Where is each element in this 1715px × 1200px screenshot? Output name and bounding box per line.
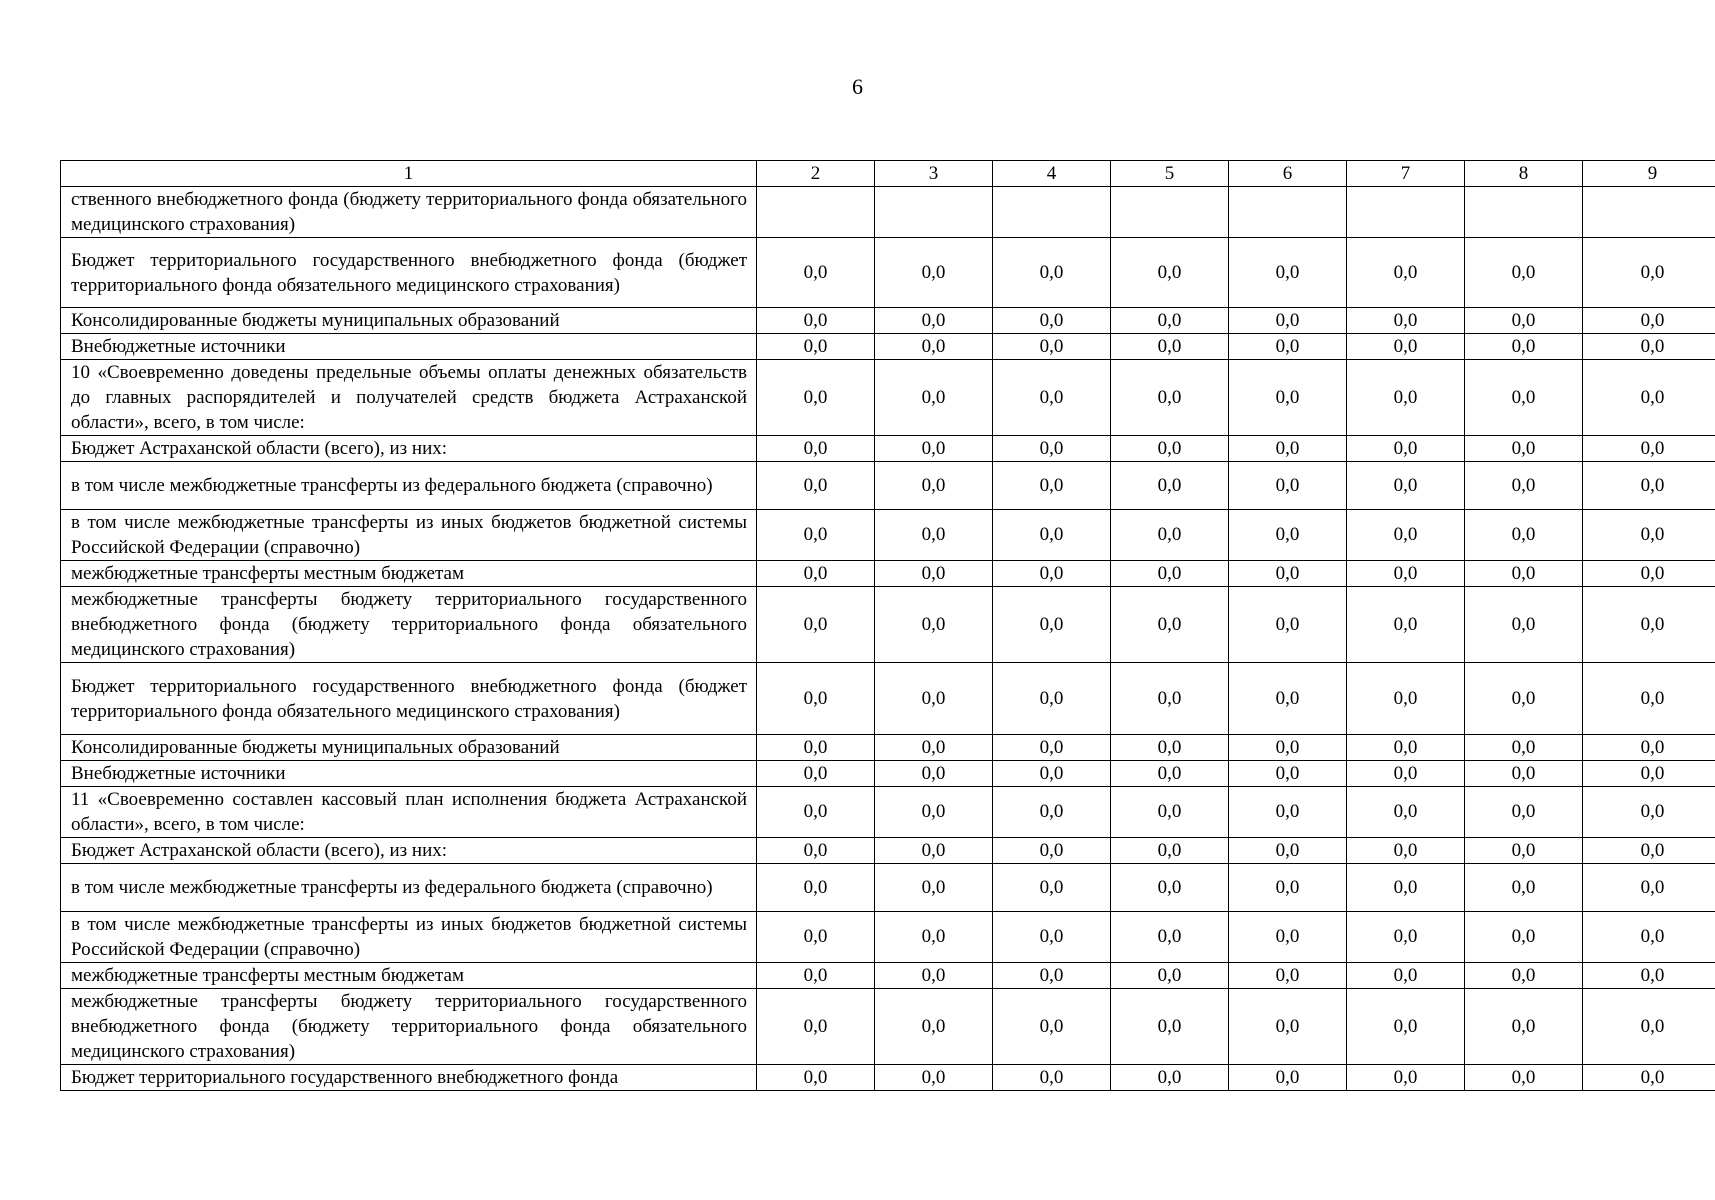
value-cell: 0,0 bbox=[1111, 989, 1229, 1065]
value-cell: 0,0 bbox=[1347, 912, 1465, 963]
value-cell: 0,0 bbox=[993, 761, 1111, 787]
value-cell: 0,0 bbox=[875, 787, 993, 838]
value-cell: 0,0 bbox=[1229, 864, 1347, 912]
table-row bbox=[61, 334, 1715, 360]
value-cell bbox=[993, 187, 1111, 238]
value-cell bbox=[1465, 187, 1583, 238]
value-cell: 0,0 bbox=[993, 735, 1111, 761]
value-cell: 0,0 bbox=[993, 963, 1111, 989]
value-cell: 0,0 bbox=[757, 735, 875, 761]
value-cell: 0,0 bbox=[1111, 587, 1229, 663]
value-cell: 0,0 bbox=[993, 864, 1111, 912]
column-header: 9 bbox=[1583, 161, 1715, 187]
value-cell: 0,0 bbox=[1111, 787, 1229, 838]
value-cell: 0,0 bbox=[757, 561, 875, 587]
value-cell: 0,0 bbox=[1111, 912, 1229, 963]
value-cell: 0,0 bbox=[993, 663, 1111, 735]
table-header-row bbox=[61, 161, 1715, 187]
value-cell: 0,0 bbox=[875, 912, 993, 963]
table-row bbox=[61, 360, 1715, 436]
table-row bbox=[61, 761, 1715, 787]
value-cell: 0,0 bbox=[1583, 462, 1715, 510]
value-cell: 0,0 bbox=[757, 761, 875, 787]
value-cell: 0,0 bbox=[1583, 787, 1715, 838]
value-cell: 0,0 bbox=[1583, 587, 1715, 663]
value-cell: 0,0 bbox=[993, 838, 1111, 864]
table-row bbox=[61, 238, 1715, 308]
value-cell: 0,0 bbox=[1111, 864, 1229, 912]
value-cell bbox=[757, 187, 875, 238]
value-cell: 0,0 bbox=[1465, 238, 1583, 308]
value-cell: 0,0 bbox=[1583, 912, 1715, 963]
value-cell: 0,0 bbox=[1583, 436, 1715, 462]
value-cell: 0,0 bbox=[1465, 963, 1583, 989]
value-cell: 0,0 bbox=[1347, 436, 1465, 462]
value-cell: 0,0 bbox=[1583, 238, 1715, 308]
value-cell: 0,0 bbox=[1583, 1065, 1715, 1091]
row-label: Бюджет Астраханской области (всего), из них: bbox=[61, 436, 757, 462]
row-label: в том числе межбюджетные трансферты из иных бюджетов бюджетной системы Российской Федерации (справочно) bbox=[61, 510, 757, 561]
row-label: межбюджетные трансферты бюджету территориального государственного внебюджетного фонда (бюджету территориального фонда обязательного медицинского страхования) bbox=[61, 989, 757, 1065]
table-row bbox=[61, 187, 1715, 238]
value-cell: 0,0 bbox=[1465, 864, 1583, 912]
value-cell: 0,0 bbox=[875, 561, 993, 587]
row-label: 11 «Своевременно составлен кассовый план исполнения бюджета Астраханской области», всего, в том числе: bbox=[61, 787, 757, 838]
value-cell: 0,0 bbox=[1583, 510, 1715, 561]
column-header: 8 bbox=[1465, 161, 1583, 187]
value-cell: 0,0 bbox=[1229, 561, 1347, 587]
column-header: 4 bbox=[993, 161, 1111, 187]
value-cell: 0,0 bbox=[1583, 360, 1715, 436]
column-header: 1 bbox=[61, 161, 757, 187]
value-cell: 0,0 bbox=[1583, 334, 1715, 360]
value-cell: 0,0 bbox=[757, 912, 875, 963]
value-cell: 0,0 bbox=[875, 864, 993, 912]
value-cell: 0,0 bbox=[1465, 334, 1583, 360]
value-cell: 0,0 bbox=[993, 912, 1111, 963]
row-label: 10 «Своевременно доведены предельные объемы оплаты денежных обязательств до главных распорядителей и получателей средств бюджета Астраханской области», всего, в том числе: bbox=[61, 360, 757, 436]
table-row bbox=[61, 963, 1715, 989]
value-cell: 0,0 bbox=[1111, 308, 1229, 334]
row-label: Бюджет Астраханской области (всего), из них: bbox=[61, 838, 757, 864]
value-cell: 0,0 bbox=[1229, 436, 1347, 462]
table-row bbox=[61, 436, 1715, 462]
value-cell: 0,0 bbox=[1347, 761, 1465, 787]
table-row bbox=[61, 1065, 1715, 1091]
value-cell: 0,0 bbox=[875, 462, 993, 510]
value-cell: 0,0 bbox=[757, 963, 875, 989]
value-cell: 0,0 bbox=[1347, 308, 1465, 334]
value-cell: 0,0 bbox=[875, 735, 993, 761]
value-cell: 0,0 bbox=[1583, 838, 1715, 864]
value-cell: 0,0 bbox=[1111, 1065, 1229, 1091]
value-cell: 0,0 bbox=[1583, 735, 1715, 761]
row-label: Бюджет территориального государственного внебюджетного фонда bbox=[61, 1065, 757, 1091]
value-cell: 0,0 bbox=[875, 510, 993, 561]
value-cell: 0,0 bbox=[757, 663, 875, 735]
value-cell: 0,0 bbox=[1111, 761, 1229, 787]
table-row bbox=[61, 912, 1715, 963]
value-cell: 0,0 bbox=[993, 587, 1111, 663]
value-cell: 0,0 bbox=[993, 1065, 1111, 1091]
value-cell: 0,0 bbox=[757, 360, 875, 436]
table-row bbox=[61, 510, 1715, 561]
value-cell: 0,0 bbox=[1465, 587, 1583, 663]
value-cell: 0,0 bbox=[1465, 787, 1583, 838]
value-cell: 0,0 bbox=[1583, 864, 1715, 912]
row-label: в том числе межбюджетные трансферты из иных бюджетов бюджетной системы Российской Федерации (справочно) bbox=[61, 912, 757, 963]
value-cell: 0,0 bbox=[1347, 360, 1465, 436]
value-cell: 0,0 bbox=[1229, 787, 1347, 838]
value-cell: 0,0 bbox=[1465, 989, 1583, 1065]
table-row bbox=[61, 462, 1715, 510]
value-cell: 0,0 bbox=[1347, 838, 1465, 864]
value-cell: 0,0 bbox=[1111, 838, 1229, 864]
row-label: в том числе межбюджетные трансферты из федерального бюджета (справочно) bbox=[61, 462, 757, 510]
table-body bbox=[61, 187, 1715, 1091]
value-cell: 0,0 bbox=[993, 989, 1111, 1065]
value-cell bbox=[875, 187, 993, 238]
value-cell: 0,0 bbox=[1111, 735, 1229, 761]
value-cell: 0,0 bbox=[875, 963, 993, 989]
value-cell: 0,0 bbox=[993, 308, 1111, 334]
value-cell: 0,0 bbox=[993, 360, 1111, 436]
value-cell: 0,0 bbox=[757, 864, 875, 912]
column-header: 7 bbox=[1347, 161, 1465, 187]
row-label: Бюджет территориального государственного внебюджетного фонда (бюджет территориального фонда обязательного медицинского страхования) bbox=[61, 238, 757, 308]
value-cell: 0,0 bbox=[757, 334, 875, 360]
value-cell: 0,0 bbox=[757, 1065, 875, 1091]
value-cell: 0,0 bbox=[1465, 462, 1583, 510]
value-cell: 0,0 bbox=[1347, 462, 1465, 510]
row-label: Внебюджетные источники bbox=[61, 761, 757, 787]
value-cell: 0,0 bbox=[1229, 308, 1347, 334]
row-label: межбюджетные трансферты местным бюджетам bbox=[61, 561, 757, 587]
value-cell: 0,0 bbox=[1111, 360, 1229, 436]
value-cell: 0,0 bbox=[1465, 735, 1583, 761]
budget-table bbox=[60, 160, 1715, 1091]
value-cell: 0,0 bbox=[1229, 360, 1347, 436]
value-cell: 0,0 bbox=[1111, 561, 1229, 587]
value-cell: 0,0 bbox=[1111, 462, 1229, 510]
value-cell: 0,0 bbox=[1465, 761, 1583, 787]
value-cell: 0,0 bbox=[993, 334, 1111, 360]
value-cell: 0,0 bbox=[1347, 1065, 1465, 1091]
value-cell: 0,0 bbox=[1229, 663, 1347, 735]
value-cell: 0,0 bbox=[1229, 963, 1347, 989]
value-cell: 0,0 bbox=[757, 436, 875, 462]
table-row bbox=[61, 989, 1715, 1065]
value-cell: 0,0 bbox=[1465, 360, 1583, 436]
value-cell: 0,0 bbox=[1111, 963, 1229, 989]
value-cell: 0,0 bbox=[1583, 963, 1715, 989]
value-cell: 0,0 bbox=[1229, 1065, 1347, 1091]
value-cell: 0,0 bbox=[1347, 238, 1465, 308]
column-header: 6 bbox=[1229, 161, 1347, 187]
value-cell: 0,0 bbox=[1347, 864, 1465, 912]
value-cell: 0,0 bbox=[1583, 989, 1715, 1065]
value-cell: 0,0 bbox=[993, 787, 1111, 838]
value-cell: 0,0 bbox=[1111, 663, 1229, 735]
row-label: Бюджет территориального государственного внебюджетного фонда (бюджет территориального фонда обязательного медицинского страхования) bbox=[61, 663, 757, 735]
table-row bbox=[61, 787, 1715, 838]
column-header: 5 bbox=[1111, 161, 1229, 187]
value-cell: 0,0 bbox=[1583, 308, 1715, 334]
value-cell: 0,0 bbox=[1229, 510, 1347, 561]
value-cell: 0,0 bbox=[757, 787, 875, 838]
value-cell: 0,0 bbox=[875, 989, 993, 1065]
value-cell: 0,0 bbox=[1229, 912, 1347, 963]
value-cell: 0,0 bbox=[993, 462, 1111, 510]
value-cell: 0,0 bbox=[1347, 561, 1465, 587]
value-cell: 0,0 bbox=[1229, 462, 1347, 510]
value-cell: 0,0 bbox=[1465, 308, 1583, 334]
value-cell: 0,0 bbox=[757, 989, 875, 1065]
page-number: 6 bbox=[852, 74, 863, 99]
value-cell: 0,0 bbox=[993, 510, 1111, 561]
table-row bbox=[61, 838, 1715, 864]
value-cell: 0,0 bbox=[993, 436, 1111, 462]
value-cell: 0,0 bbox=[993, 561, 1111, 587]
value-cell bbox=[1111, 187, 1229, 238]
value-cell: 0,0 bbox=[875, 838, 993, 864]
value-cell: 0,0 bbox=[1229, 334, 1347, 360]
value-cell: 0,0 bbox=[1347, 963, 1465, 989]
value-cell: 0,0 bbox=[1347, 510, 1465, 561]
value-cell: 0,0 bbox=[1583, 663, 1715, 735]
value-cell: 0,0 bbox=[875, 1065, 993, 1091]
value-cell: 0,0 bbox=[1111, 510, 1229, 561]
row-label: межбюджетные трансферты местным бюджетам bbox=[61, 963, 757, 989]
value-cell: 0,0 bbox=[875, 436, 993, 462]
value-cell bbox=[1583, 187, 1715, 238]
value-cell: 0,0 bbox=[1229, 735, 1347, 761]
value-cell: 0,0 bbox=[875, 761, 993, 787]
row-label: межбюджетные трансферты бюджету территориального государственного внебюджетного фонда (бюджету территориального фонда обязательного медицинского страхования) bbox=[61, 587, 757, 663]
value-cell: 0,0 bbox=[757, 308, 875, 334]
value-cell: 0,0 bbox=[1347, 989, 1465, 1065]
value-cell: 0,0 bbox=[1229, 238, 1347, 308]
value-cell: 0,0 bbox=[1111, 334, 1229, 360]
value-cell: 0,0 bbox=[1465, 838, 1583, 864]
value-cell: 0,0 bbox=[993, 238, 1111, 308]
value-cell: 0,0 bbox=[1229, 838, 1347, 864]
value-cell bbox=[1347, 187, 1465, 238]
value-cell: 0,0 bbox=[1347, 735, 1465, 761]
value-cell: 0,0 bbox=[875, 360, 993, 436]
value-cell: 0,0 bbox=[1465, 912, 1583, 963]
value-cell: 0,0 bbox=[1229, 761, 1347, 787]
value-cell: 0,0 bbox=[1347, 663, 1465, 735]
value-cell: 0,0 bbox=[875, 663, 993, 735]
value-cell: 0,0 bbox=[1229, 587, 1347, 663]
value-cell: 0,0 bbox=[875, 238, 993, 308]
value-cell: 0,0 bbox=[875, 587, 993, 663]
table-row bbox=[61, 587, 1715, 663]
value-cell: 0,0 bbox=[757, 587, 875, 663]
value-cell: 0,0 bbox=[1347, 334, 1465, 360]
value-cell: 0,0 bbox=[1465, 561, 1583, 587]
value-cell: 0,0 bbox=[757, 462, 875, 510]
column-header: 3 bbox=[875, 161, 993, 187]
value-cell: 0,0 bbox=[1229, 989, 1347, 1065]
value-cell: 0,0 bbox=[875, 308, 993, 334]
column-header: 2 bbox=[757, 161, 875, 187]
value-cell: 0,0 bbox=[1465, 1065, 1583, 1091]
value-cell: 0,0 bbox=[757, 238, 875, 308]
value-cell: 0,0 bbox=[1347, 787, 1465, 838]
value-cell: 0,0 bbox=[1347, 587, 1465, 663]
row-label: ственного внебюджетного фонда (бюджету территориального фонда обязательного медицинского страхования) bbox=[61, 187, 757, 238]
value-cell: 0,0 bbox=[1111, 436, 1229, 462]
row-label: в том числе межбюджетные трансферты из федерального бюджета (справочно) bbox=[61, 864, 757, 912]
value-cell: 0,0 bbox=[1583, 761, 1715, 787]
table-row bbox=[61, 735, 1715, 761]
row-label: Консолидированные бюджеты муниципальных образований bbox=[61, 308, 757, 334]
table-row bbox=[61, 561, 1715, 587]
value-cell bbox=[1229, 187, 1347, 238]
row-label: Консолидированные бюджеты муниципальных образований bbox=[61, 735, 757, 761]
value-cell: 0,0 bbox=[1465, 436, 1583, 462]
value-cell: 0,0 bbox=[875, 334, 993, 360]
row-label: Внебюджетные источники bbox=[61, 334, 757, 360]
value-cell: 0,0 bbox=[1583, 561, 1715, 587]
table-row bbox=[61, 663, 1715, 735]
value-cell: 0,0 bbox=[1465, 510, 1583, 561]
value-cell: 0,0 bbox=[757, 838, 875, 864]
table-row bbox=[61, 308, 1715, 334]
value-cell: 0,0 bbox=[1465, 663, 1583, 735]
value-cell: 0,0 bbox=[1111, 238, 1229, 308]
value-cell: 0,0 bbox=[757, 510, 875, 561]
table-row bbox=[61, 864, 1715, 912]
